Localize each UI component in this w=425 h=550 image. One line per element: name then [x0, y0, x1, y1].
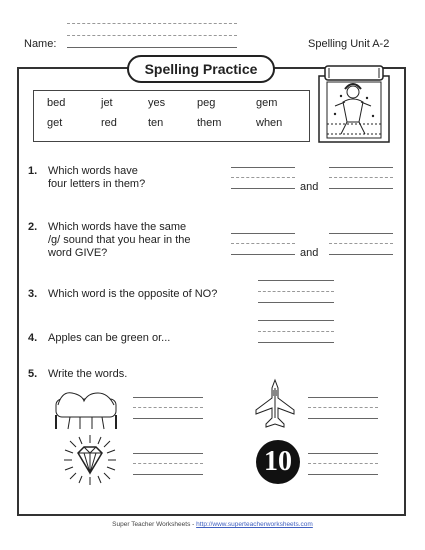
answer-line[interactable] [133, 418, 203, 419]
question-2-line-2: /g/ sound that you hear in the [48, 234, 191, 246]
answer-line[interactable] [329, 167, 393, 168]
answer-guide-line [308, 463, 378, 464]
question-2-number: 2. [28, 221, 38, 233]
answer-line[interactable] [258, 280, 334, 281]
answer-guide-line [329, 243, 393, 244]
question-4-number: 4. [28, 332, 38, 344]
question-5-line-1: Write the words. [48, 368, 128, 380]
answer-line[interactable] [329, 233, 393, 234]
footer-separator: - [192, 521, 195, 528]
answer-line[interactable] [231, 233, 295, 234]
word-peg: peg [197, 97, 216, 109]
question-1-line-2: four letters in them? [48, 178, 146, 190]
footer [0, 521, 425, 528]
word-bed: bed [47, 97, 66, 109]
word-ten: ten [148, 117, 164, 129]
answer-line[interactable] [308, 418, 378, 419]
answer-guide-line [133, 407, 203, 408]
child-in-bed-icon [315, 62, 393, 144]
question-4-line-1: Apples can be green or... [48, 332, 171, 344]
answer-guide-line [258, 331, 334, 332]
answer-line[interactable] [258, 342, 334, 343]
jet-icon [252, 378, 298, 430]
name-label: Name: [24, 38, 57, 50]
answer-line[interactable] [308, 453, 378, 454]
answer-guide-line [231, 177, 295, 178]
question-3-number: 3. [28, 288, 38, 300]
word-them: them [197, 117, 222, 129]
ten-numeral: 10 [264, 446, 292, 477]
footer-link[interactable]: http://www.superteacherworksheets.com [196, 521, 313, 528]
answer-guide-line [133, 463, 203, 464]
name-line[interactable] [67, 47, 237, 48]
question-2-line-1: Which words have the same [48, 221, 187, 233]
word-get: get [47, 117, 63, 129]
answer-line[interactable] [258, 320, 334, 321]
word-when: when [256, 117, 283, 129]
page-title: Spelling Practice [127, 55, 275, 83]
question-1-number: 1. [28, 165, 38, 177]
question-5-number: 5. [28, 368, 38, 380]
answer-guide-line [329, 177, 393, 178]
and-label: and [300, 181, 319, 193]
footer-site: Super Teacher Worksheets [112, 521, 191, 528]
unit-label: Spelling Unit A-2 [308, 38, 390, 50]
word-jet: jet [101, 97, 113, 109]
answer-line[interactable] [308, 397, 378, 398]
question-3-line-1: Which word is the opposite of NO? [48, 288, 218, 300]
answer-line[interactable] [231, 167, 295, 168]
word-gem: gem [256, 97, 278, 109]
question-1-line-1: Which words have [48, 165, 138, 177]
answer-line[interactable] [258, 302, 334, 303]
and-label: and [300, 247, 319, 259]
answer-line[interactable] [231, 188, 295, 189]
answer-line[interactable] [133, 397, 203, 398]
word-yes: yes [148, 97, 166, 109]
word-red: red [101, 117, 117, 129]
answer-line[interactable] [133, 453, 203, 454]
answer-guide-line [231, 243, 295, 244]
answer-line[interactable] [231, 254, 295, 255]
answer-guide-line [308, 407, 378, 408]
name-line-top [67, 23, 237, 24]
name-guide-line [67, 35, 237, 36]
answer-line[interactable] [329, 188, 393, 189]
gem-icon [62, 433, 118, 487]
answer-line[interactable] [329, 254, 393, 255]
answer-line[interactable] [133, 474, 203, 475]
bed-icon [50, 385, 122, 431]
answer-line[interactable] [308, 474, 378, 475]
question-2-line-3: word GIVE? [48, 247, 108, 259]
answer-guide-line [258, 291, 334, 292]
